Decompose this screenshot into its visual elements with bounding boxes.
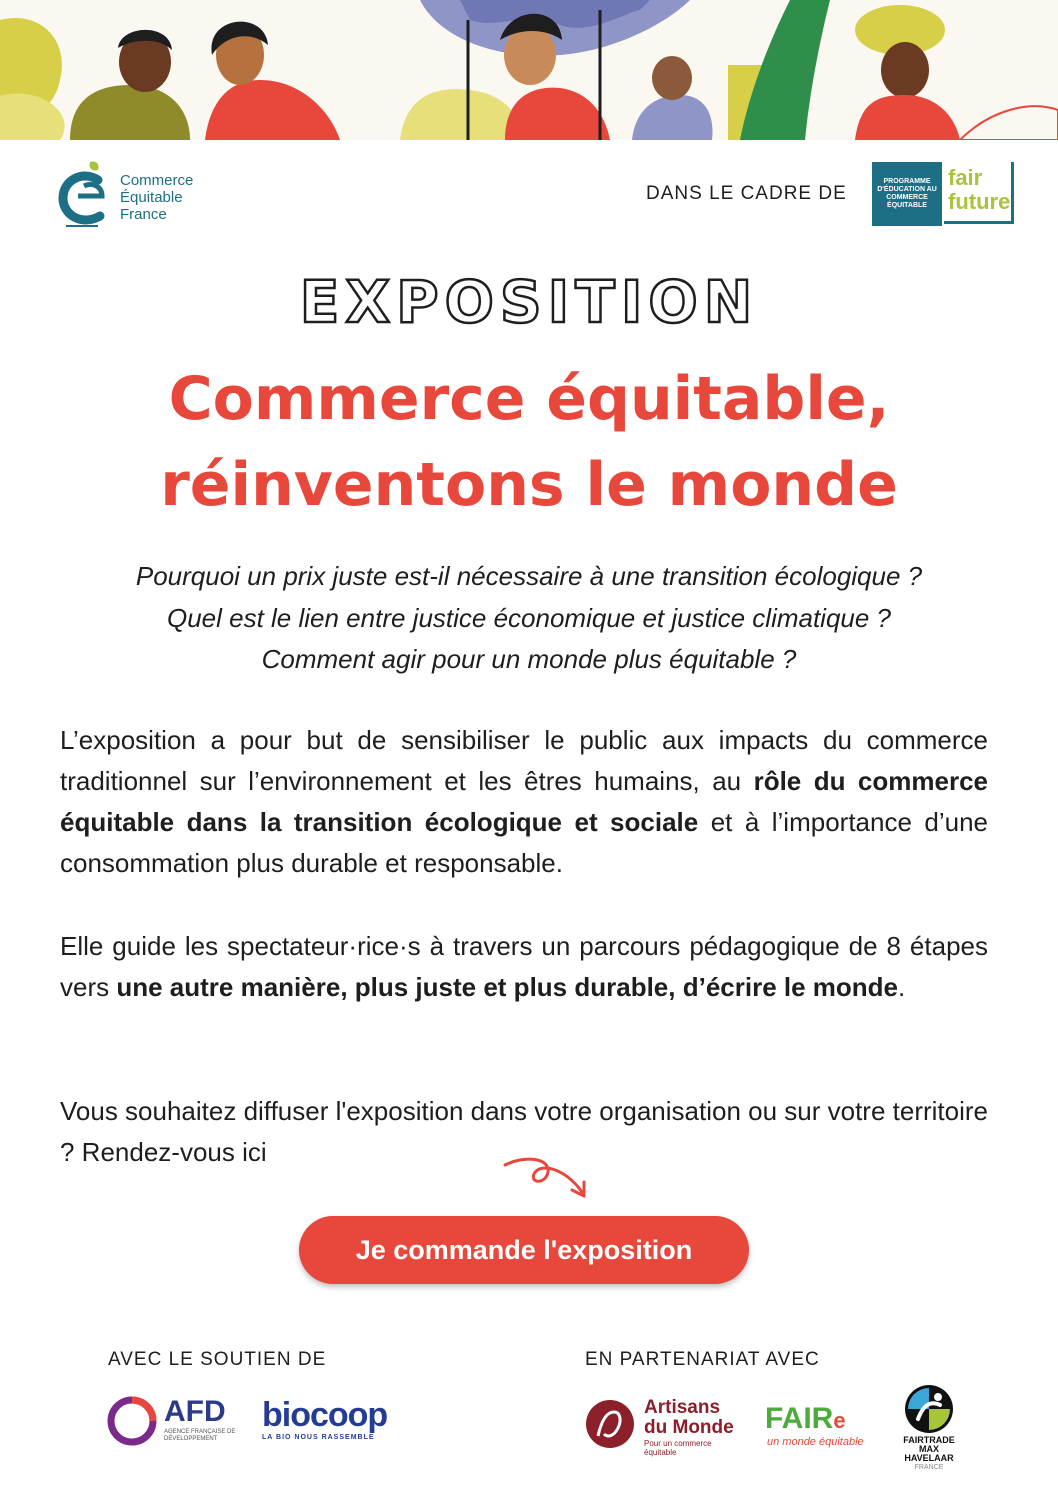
afd-sub: AGENCE FRANÇAISE DE DÉVELOPPEMENT <box>164 1429 236 1442</box>
fairtrade-line-2: MAX HAVELAAR <box>904 1444 954 1463</box>
paragraph-diffusion: Vous souhaitez diffuser l'exposition dans votre organisation ou sur votre territoire ? Rendez-vous ici <box>60 1096 989 1167</box>
fairtrade-logo <box>898 1383 960 1471</box>
biocoop-name: biocoop <box>262 1396 388 1434</box>
cef-logo-icon <box>58 160 116 230</box>
fairtrade-sub <box>898 1436 960 1472</box>
cadre-label: DANS LE CADRE DE <box>646 183 847 204</box>
question-3: Comment agir pour un monde plus équitable ? <box>261 644 797 674</box>
cef-logo-text <box>120 172 193 223</box>
headline-line-1: Commerce équitable, <box>168 364 890 434</box>
support-label: AVEC LE SOUTIEN DE <box>108 1349 327 1370</box>
exposition-kicker: EXPOSITION <box>299 268 759 336</box>
p1-text-c: et à l’importance d’une consommation plus durable et responsable. <box>60 807 989 878</box>
order-exposition-button[interactable]: Je commande l'exposition <box>299 1216 749 1284</box>
fair-future-word-1: fair <box>948 165 983 190</box>
faire-name <box>765 1402 846 1436</box>
questions-block <box>0 556 1058 681</box>
fairtrade-mark-icon <box>898 1383 960 1435</box>
fair-future-logo <box>872 162 1018 226</box>
fair-future-program-box: PROGRAMME D'ÉDUCATION AU COMMERCE ÉQUITABLE <box>872 162 942 226</box>
header-illustration <box>0 0 1058 140</box>
afd-ring-icon <box>106 1395 158 1447</box>
headline-line-2: réinventons le monde <box>160 450 898 520</box>
partnership-label: EN PARTENARIAT AVEC <box>585 1349 820 1370</box>
faire-name-main: FAIR <box>765 1402 834 1435</box>
paragraph-purpose <box>60 720 988 884</box>
artisans-du-monde-icon <box>584 1398 636 1450</box>
p2-text-a: Elle guide les spectateur·rice·s à travers un parcours pédagogique de 8 étapes vers <box>60 931 988 1002</box>
artisans-du-monde-logo <box>584 1397 744 1457</box>
arrow-icon <box>500 1150 595 1205</box>
p2-text-c: . <box>898 972 906 1002</box>
adm-name-line-1: Artisans <box>644 1397 721 1418</box>
cef-logo-line-2: Équitable <box>120 189 183 206</box>
illustration-people <box>0 0 1058 140</box>
faire-name-e: e <box>833 1408 846 1433</box>
fairtrade-line-1: FAIRTRADE <box>903 1435 955 1445</box>
faire-sub: un monde équitable <box>767 1436 864 1448</box>
adm-name-line-2: du Monde <box>644 1417 734 1438</box>
biocoop-sub: LA BIO NOUS RASSEMBLE <box>262 1434 375 1441</box>
paragraph-journey <box>60 926 988 1008</box>
fair-future-word-2: future <box>948 189 1011 214</box>
artisans-du-monde-sub: Pour un commerce équitable <box>644 1439 712 1457</box>
fairtrade-line-3: FRANCE <box>914 1464 944 1471</box>
cef-logo-line-3: France <box>120 206 167 223</box>
cef-logo-line-1: Commerce <box>120 172 194 189</box>
p1-bold: rôle du commerce équitable dans la transition écologique et sociale <box>60 766 988 837</box>
faire-logo <box>765 1402 875 1452</box>
afd-logo <box>106 1395 236 1447</box>
commerce-equitable-france-logo <box>58 160 238 230</box>
question-2: Quel est le lien entre justice économique et justice climatique ? <box>166 602 892 633</box>
question-1: Pourquoi un prix juste est-il nécessaire à une transition écologique ? <box>135 561 923 591</box>
headline <box>0 356 1058 528</box>
biocoop-logo <box>262 1396 412 1446</box>
afd-name: AFD <box>164 1395 226 1428</box>
p1-text-a: L’exposition a pour but de sensibiliser le public aux impacts du commerce traditionnel sur l’environnement et les êtres humains, au <box>60 725 988 796</box>
artisans-du-monde-name <box>644 1398 734 1438</box>
p2-bold: une autre manière, plus juste et plus durable, d’écrire le monde <box>116 972 899 1002</box>
fair-future-name <box>948 166 1010 214</box>
